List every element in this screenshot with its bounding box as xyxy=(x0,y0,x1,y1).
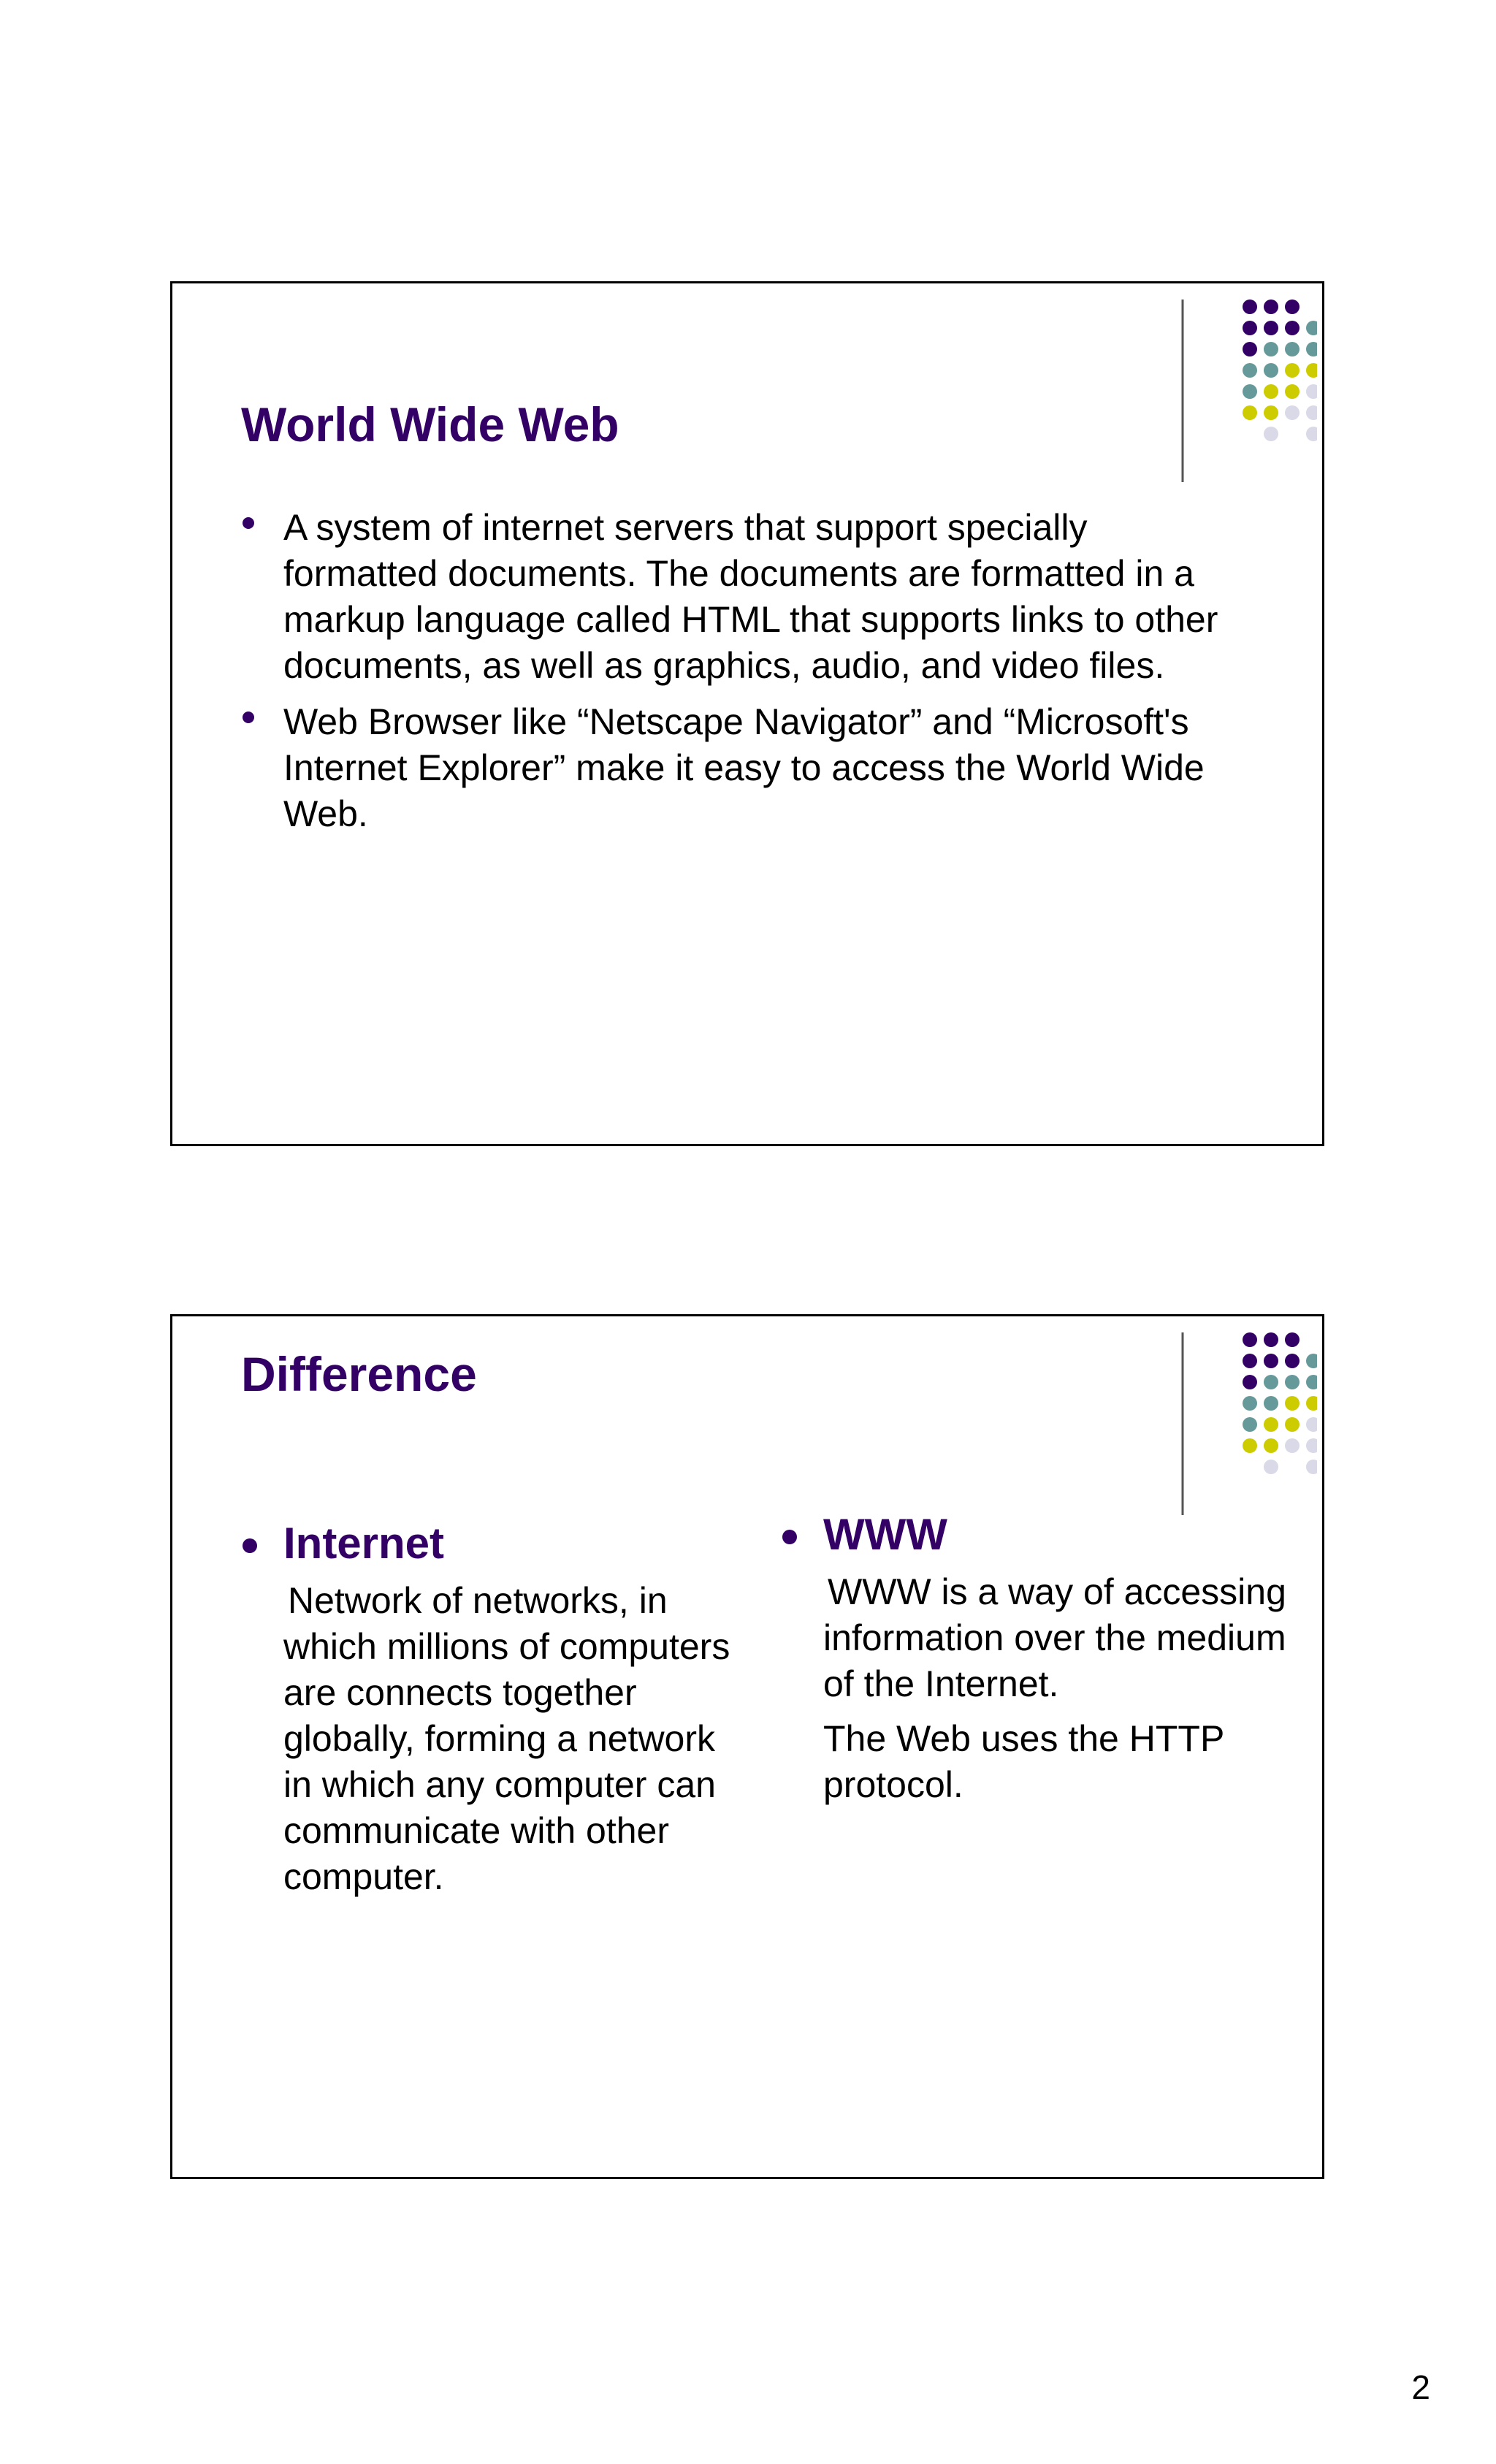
column-heading xyxy=(781,1511,1292,1559)
bullet-text: Web Browser like “Netscape Navigator” and “Microsoft's Internet Explorer” make it easy to access the World Wide Web. xyxy=(283,701,1205,834)
decor-dot xyxy=(1306,1375,1317,1389)
decor-dot xyxy=(1285,363,1300,378)
column-www xyxy=(781,1511,1292,1817)
decor-dot xyxy=(1243,1396,1257,1411)
decor-dot xyxy=(1264,384,1278,399)
decor-dot xyxy=(1285,405,1300,420)
bullet-text: A system of internet servers that support specially formatted documents. The documents are formatted in a markup language called HTML that supports links to other documents, as well as graphics, audio, and video files. xyxy=(283,507,1218,686)
decor-dot xyxy=(1285,1417,1300,1432)
dot-pattern-decoration xyxy=(1178,300,1317,482)
bullet-icon xyxy=(243,517,254,529)
decor-dot xyxy=(1264,321,1278,335)
decor-dot xyxy=(1306,1417,1317,1432)
decor-dot xyxy=(1306,321,1317,335)
decor-dot xyxy=(1243,1417,1257,1432)
decor-dot xyxy=(1285,384,1300,399)
column-internet xyxy=(241,1519,752,1909)
bullet-item xyxy=(241,505,1249,689)
column-body xyxy=(283,1578,752,1900)
decor-dot xyxy=(1285,1438,1300,1453)
decor-dot xyxy=(1306,342,1317,356)
decor-dot xyxy=(1264,1375,1278,1389)
column-heading xyxy=(241,1519,752,1568)
dot-pattern-decoration xyxy=(1178,1332,1317,1515)
decor-dot xyxy=(1285,1396,1300,1411)
slide-title: World Wide Web xyxy=(241,397,619,451)
decor-dot xyxy=(1243,342,1257,356)
decor-dot xyxy=(1264,363,1278,378)
decor-dot xyxy=(1306,427,1317,441)
decor-dot xyxy=(1264,342,1278,356)
bullet-list xyxy=(241,505,1249,847)
column-body xyxy=(823,1569,1292,1808)
column-heading-text: WWW xyxy=(823,1510,947,1559)
decor-dot xyxy=(1264,427,1278,441)
decor-dot xyxy=(1285,300,1300,314)
decor-dot xyxy=(1243,1438,1257,1453)
decor-dot xyxy=(1306,1438,1317,1453)
decor-dot xyxy=(1243,321,1257,335)
decor-dot xyxy=(1264,1396,1278,1411)
bullet-icon xyxy=(243,712,254,723)
decor-dot xyxy=(1243,384,1257,399)
decor-dot xyxy=(1306,405,1317,420)
decor-dot xyxy=(1243,363,1257,378)
decor-dot xyxy=(1264,1332,1278,1347)
decor-dot xyxy=(1285,1332,1300,1347)
slide-difference xyxy=(170,1314,1324,2179)
column-paragraph: WWW is a way of accessing information over the medium of the Internet. xyxy=(823,1571,1286,1704)
decor-dot xyxy=(1243,1354,1257,1368)
decor-dot xyxy=(1243,300,1257,314)
decor-dot xyxy=(1264,405,1278,420)
decor-dot xyxy=(1264,300,1278,314)
decor-dot xyxy=(1306,384,1317,399)
page-number: 2 xyxy=(1411,2368,1430,2406)
decor-dot xyxy=(1264,1460,1278,1474)
column-heading-text: Internet xyxy=(283,1519,445,1568)
bullet-icon xyxy=(782,1530,797,1544)
decor-dot xyxy=(1306,1354,1317,1368)
column-paragraph: The Web uses the HTTP protocol. xyxy=(823,1718,1224,1805)
decor-dot xyxy=(1243,1332,1257,1347)
decor-dot xyxy=(1306,1396,1317,1411)
bullet-icon xyxy=(243,1538,257,1553)
decor-dot xyxy=(1306,363,1317,378)
column-paragraph: Network of networks, in which millions of computers are connects together globally, forming a network in which any computer can communicate with other computer. xyxy=(283,1580,730,1897)
slide-title: Difference xyxy=(241,1347,477,1401)
decor-dot xyxy=(1264,1417,1278,1432)
decor-dot xyxy=(1306,1460,1317,1474)
decor-dot xyxy=(1285,321,1300,335)
decor-dot xyxy=(1243,1375,1257,1389)
decor-dot xyxy=(1285,1354,1300,1368)
decor-dot xyxy=(1243,405,1257,420)
decor-dot xyxy=(1285,342,1300,356)
decor-dot xyxy=(1264,1438,1278,1453)
slide-world-wide-web xyxy=(170,281,1324,1146)
decor-dot xyxy=(1264,1354,1278,1368)
decor-dot xyxy=(1285,1375,1300,1389)
bullet-item xyxy=(241,699,1249,837)
